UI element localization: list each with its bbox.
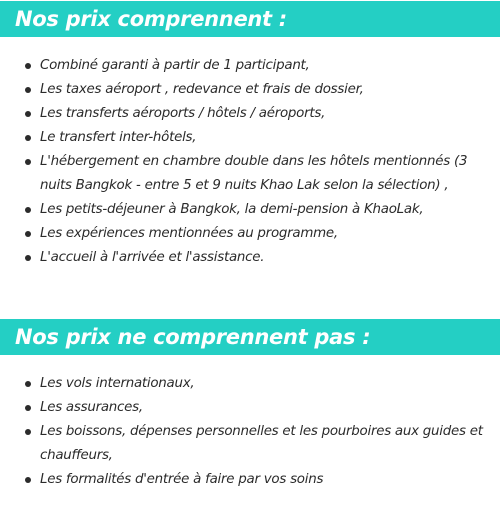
bullet-icon <box>25 231 31 237</box>
list-item-text: L'accueil à l'arrivée et l'assistance. <box>40 250 265 265</box>
bullet-icon <box>25 429 31 435</box>
included-section-title: Nos prix comprennent : <box>0 1 500 37</box>
list-item-text: Les vols internationaux, <box>40 376 195 391</box>
list-item <box>0 54 500 78</box>
list-item-text: Les taxes aéroport , redevance et frais de dossier, <box>40 82 364 97</box>
list-item-text: Les formalités d'entrée à faire par vos soins <box>40 472 324 487</box>
bullet-icon <box>25 111 31 117</box>
bullet-icon <box>25 135 31 141</box>
list-item <box>0 78 500 102</box>
list-item <box>0 198 500 222</box>
list-item <box>0 126 500 150</box>
bullet-icon <box>25 477 31 483</box>
list-item-text: L'hébergement en chambre double dans les hôtels mentionnés (3 nuits Bangkok - entre 5 et 9 nuits Khao Lak selon la sélection) , <box>40 154 468 193</box>
list-item-text: Les assurances, <box>40 400 143 415</box>
list-item-text: Les transferts aéroports / hôtels / aéroports, <box>40 106 326 121</box>
bullet-icon <box>25 405 31 411</box>
list-item-text: Combiné garanti à partir de 1 participant, <box>40 58 310 73</box>
bullet-icon <box>25 207 31 213</box>
excluded-list <box>0 372 500 492</box>
list-item <box>0 102 500 126</box>
list-item-text: Les boissons, dépenses personnelles et les pourboires aux guides et chauffeurs, <box>40 424 483 463</box>
list-item <box>0 246 500 270</box>
list-item <box>0 150 500 198</box>
list-item <box>0 468 500 492</box>
list-item <box>0 396 500 420</box>
list-item-text: Le transfert inter-hôtels, <box>40 130 197 145</box>
bullet-icon <box>25 63 31 69</box>
list-item <box>0 372 500 396</box>
list-item-text: Les petits-déjeuner à Bangkok, la demi-pension à KhaoLak, <box>40 202 424 217</box>
bullet-icon <box>25 87 31 93</box>
excluded-section-title: Nos prix ne comprennent pas : <box>0 319 500 355</box>
list-item-text: Les expériences mentionnées au programme, <box>40 226 338 241</box>
list-item <box>0 420 500 468</box>
bullet-icon <box>25 381 31 387</box>
bullet-icon <box>25 255 31 261</box>
bullet-icon <box>25 159 31 165</box>
list-item <box>0 222 500 246</box>
included-list <box>0 54 500 270</box>
